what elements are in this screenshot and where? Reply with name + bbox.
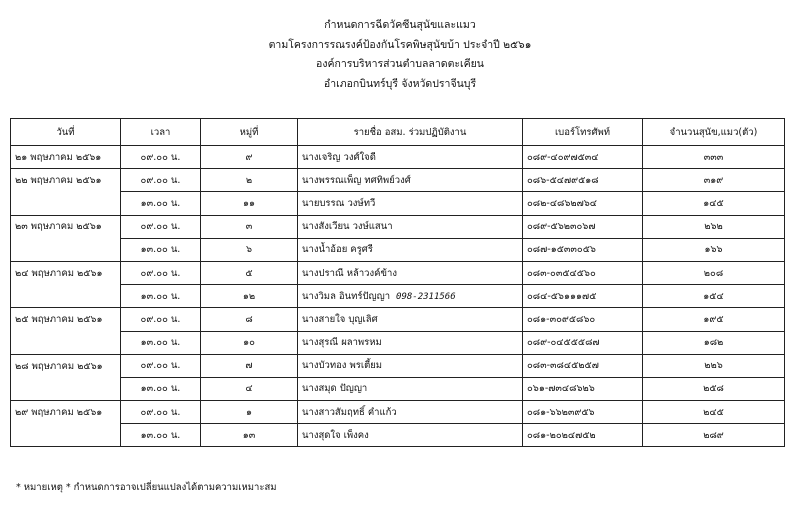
phone-cell (523, 401, 643, 424)
date-cell-text: ๒๔ พฤษภาคม ๒๕๖๑ (15, 267, 103, 279)
volunteer-name-cell (298, 146, 523, 169)
animal-count-cell (643, 169, 785, 192)
date-cell-text: ๒๕ พฤษภาคม ๒๕๖๑ (15, 314, 103, 326)
time-cell-text: ๑๓.๐๐ น. (140, 244, 181, 256)
table-row (11, 424, 785, 447)
village-cell-text: ๙ (245, 151, 253, 163)
volunteer-name-cell (298, 377, 523, 400)
date-cell (11, 354, 121, 377)
animal-count-cell (643, 377, 785, 400)
time-cell (121, 146, 201, 169)
phone-cell-text: ๐๘๑-๓๐๙๕๘๖๐ (527, 313, 596, 325)
animal-count-cell-text: ๑๔๕ (703, 197, 724, 209)
date-cell (11, 192, 121, 215)
animal-count-cell (643, 215, 785, 238)
animal-count-cell-text: ๓๑๙ (703, 174, 724, 186)
village-cell-text: ๘ (245, 313, 253, 325)
animal-count-cell (643, 261, 785, 284)
volunteer-name-cell-text: นางวิมล อินทร์ปัญญา (302, 290, 391, 302)
table-body (11, 146, 785, 447)
animal-count-cell-text: ๒๘๙ (703, 429, 724, 441)
animal-count-cell-text: ๑๕๔ (703, 290, 724, 302)
time-cell-text: ๐๙.๐๐ น. (140, 313, 181, 325)
animal-count-cell-text: ๒๖๒ (704, 221, 723, 233)
time-cell-text: ๐๙.๐๐ น. (140, 406, 181, 418)
column-header-phone: เบอร์โทรศัพท์ (523, 119, 643, 146)
time-cell (121, 377, 201, 400)
animal-count-cell (643, 424, 785, 447)
volunteer-name-cell (298, 261, 523, 284)
column-header-village: หมู่ที่ (201, 119, 298, 146)
volunteer-name-cell-text: นางบัวทอง พรเตี้ยม (302, 360, 383, 372)
date-cell-text: ๒๘ พฤษภาคม ๒๕๖๑ (15, 360, 103, 372)
date-cell-text: ๒๑ พฤษภาคม ๒๕๖๑ (15, 151, 102, 163)
animal-count-cell-text: ๓๓๓ (703, 151, 724, 163)
handwritten-phone-note: 098-2311566 (396, 291, 456, 302)
time-cell-text: ๑๓.๐๐ น. (140, 383, 181, 395)
village-cell (201, 192, 298, 215)
village-cell-text: ๑๐ (243, 337, 255, 349)
village-cell-text: ๑๓ (242, 429, 256, 441)
location-line: อำเภอกบินทร์บุรี จังหวัดปราจีนบุรี (323, 78, 477, 90)
table-row (11, 192, 785, 215)
time-cell-text: ๑๓.๐๐ น. (140, 197, 181, 209)
animal-count-cell (643, 238, 785, 261)
animal-count-cell-text: ๒๐๘ (703, 267, 724, 279)
volunteer-name-cell-text: นายบรรณ วงษ์ทวี (302, 197, 376, 209)
phone-cell (523, 192, 643, 215)
phone-cell-text: ๐๘๖-๕๔๗๙๕๑๘ (527, 174, 599, 186)
volunteer-name-cell (298, 354, 523, 377)
village-cell-text: ๓ (245, 221, 253, 233)
phone-cell-text: ๐๘๑-๒๐๒๔๗๕๒ (527, 429, 596, 441)
phone-cell-text: ๐๘๗-๑๕๓๓๐๕๖ (527, 244, 596, 256)
volunteer-name-cell (298, 424, 523, 447)
table-row (11, 169, 785, 192)
time-cell (121, 308, 201, 331)
animal-count-cell (643, 285, 785, 308)
date-cell-text: ๒๓ พฤษภาคม ๒๕๖๑ (15, 221, 102, 233)
column-header-time: เวลา (121, 119, 201, 146)
volunteer-name-cell (298, 192, 523, 215)
date-cell (11, 377, 121, 400)
phone-cell (523, 331, 643, 354)
column-header-volunteer: รายชื่อ อสม. ร่วมปฏิบัติงาน (298, 119, 523, 146)
table-row (11, 354, 785, 377)
time-cell-text: ๐๙.๐๐ น. (140, 174, 181, 186)
time-cell (121, 261, 201, 284)
phone-cell (523, 215, 643, 238)
date-cell (11, 238, 121, 261)
volunteer-name-cell (298, 215, 523, 238)
time-cell (121, 401, 201, 424)
village-cell (201, 261, 298, 284)
column-header-animal-count: จำนวนสุนัข,แมว(ตัว) (643, 119, 785, 146)
date-cell-text: ๒๙ พฤษภาคม ๒๕๖๑ (15, 406, 103, 418)
volunteer-name-cell-text: นางสุดใจ เพ็งคง (302, 429, 369, 441)
volunteer-name-cell-text: นางสายใจ บุญเลิศ (302, 313, 378, 325)
time-cell (121, 331, 201, 354)
date-cell (11, 169, 121, 192)
village-cell-text: ๑๑ (242, 197, 256, 209)
time-cell-text: ๑๓.๐๐ น. (140, 429, 181, 441)
table-row (11, 331, 785, 354)
village-cell (201, 331, 298, 354)
animal-count-cell-text: ๑๙๕ (703, 313, 724, 325)
time-cell-text: ๐๙.๐๐ น. (140, 221, 181, 233)
date-cell (11, 308, 121, 331)
volunteer-name-cell-text: นางสังเวียน วงษ์แสนา (302, 221, 393, 233)
village-cell-text: ๒ (245, 174, 253, 186)
village-cell-text: ๖ (245, 244, 253, 256)
animal-count-cell-text: ๑๘๒ (703, 337, 724, 349)
phone-cell (523, 424, 643, 447)
date-cell-text: ๒๒ พฤษภาคม ๒๕๖๑ (15, 175, 102, 187)
phone-cell-text: ๐๘๓-๐๓๕๔๕๖๐ (527, 267, 596, 279)
animal-count-cell-text: ๒๔๕ (703, 406, 724, 418)
table-row (11, 215, 785, 238)
volunteer-name-cell-text: นางสมุด ปัญญา (302, 383, 368, 395)
document-title: กำหนดการฉีดวัคซีนสุนัขและแมว (324, 19, 476, 31)
phone-cell (523, 354, 643, 377)
phone-cell-text: ๐๘๓-๓๘๔๕๒๕๗ (527, 360, 599, 372)
volunteer-name-cell (298, 331, 523, 354)
village-cell (201, 308, 298, 331)
volunteer-name-cell (298, 169, 523, 192)
time-cell (121, 285, 201, 308)
table-row (11, 401, 785, 424)
village-cell-text: ๑๒ (242, 290, 256, 302)
phone-cell (523, 238, 643, 261)
village-cell (201, 285, 298, 308)
date-cell (11, 285, 121, 308)
volunteer-name-cell (298, 308, 523, 331)
animal-count-cell (643, 146, 785, 169)
table-row (11, 308, 785, 331)
village-cell (201, 377, 298, 400)
time-cell-text: ๐๙.๐๐ น. (140, 360, 181, 372)
volunteer-name-cell-text: นางปราณี หล้าวงค์ข้าง (302, 267, 397, 279)
time-cell-text: ๑๓.๐๐ น. (140, 290, 181, 302)
phone-cell-text: ๐๘๙-๔๐๙๗๕๓๔ (527, 151, 599, 163)
time-cell-text: ๑๓.๐๐ น. (140, 337, 181, 349)
phone-cell-text: ๐๘๔-๕๖๑๑๑๗๕ (527, 290, 597, 302)
phone-cell-text: ๐๘๒-๔๘๖๒๗๖๔ (527, 197, 597, 209)
schedule-table (10, 118, 785, 447)
animal-count-cell-text: ๑๖๖ (704, 244, 723, 256)
phone-cell (523, 377, 643, 400)
volunteer-name-cell (298, 238, 523, 261)
date-cell (11, 261, 121, 284)
table-row (11, 238, 785, 261)
animal-count-cell (643, 354, 785, 377)
village-cell (201, 238, 298, 261)
phone-cell (523, 285, 643, 308)
date-cell (11, 401, 121, 424)
village-cell-text: ๕ (245, 267, 253, 279)
volunteer-name-cell-text: นางพรรณเพ็ญ ทศทิพย์วงศ์ (302, 174, 411, 186)
animal-count-cell-text: ๒๒๖ (704, 360, 723, 372)
phone-cell-text: ๐๘๑-๖๖๒๓๙๕๖ (527, 406, 595, 418)
volunteer-name-cell-text: นางสุรณี ผลาพรหม (302, 337, 382, 349)
table-row (11, 377, 785, 400)
village-cell (201, 169, 298, 192)
time-cell-text: ๐๙.๐๐ น. (140, 151, 181, 163)
animal-count-cell (643, 401, 785, 424)
table-row (11, 285, 785, 308)
table-header-row (11, 119, 785, 146)
phone-cell-text: ๐๘๙-๕๖๒๓๐๖๗ (527, 221, 596, 233)
table-row (11, 146, 785, 169)
village-cell-text: ๗ (245, 360, 253, 372)
animal-count-cell (643, 331, 785, 354)
village-cell-text: ๑ (245, 406, 253, 418)
animal-count-cell-text: ๒๕๘ (703, 383, 724, 395)
phone-cell (523, 261, 643, 284)
phone-cell (523, 308, 643, 331)
volunteer-name-cell (298, 401, 523, 424)
time-cell (121, 424, 201, 447)
volunteer-name-cell-text: นางสาวสัมฤทธิ์ คำแก้ว (302, 406, 397, 418)
village-cell (201, 424, 298, 447)
volunteer-name-cell-text: นางเจริญ วงศ์ใจดี (302, 151, 376, 163)
phone-cell-text: ๐๖๑-๗๓๔๘๖๒๖ (527, 383, 595, 395)
animal-count-cell (643, 308, 785, 331)
volunteer-name-cell (298, 285, 523, 308)
time-cell (121, 238, 201, 261)
phone-cell (523, 169, 643, 192)
date-cell (11, 215, 121, 238)
date-cell (11, 331, 121, 354)
time-cell (121, 354, 201, 377)
date-cell (11, 424, 121, 447)
time-cell (121, 215, 201, 238)
phone-cell (523, 146, 643, 169)
project-subtitle: ตามโครงการรณรงค์ป้องกันโรคพิษสุนัขบ้า ประจำปี ๒๕๖๑ (268, 39, 532, 51)
village-cell (201, 146, 298, 169)
time-cell (121, 192, 201, 215)
organization-name: องค์การบริหารส่วนตำบลลาดตะเคียน (316, 58, 484, 70)
footnote: * หมายเหตุ * กำหนดการอาจเปลี่ยนแปลงได้ตามความเหมาะสม (16, 482, 277, 493)
column-header-date: วันที่ (11, 119, 121, 146)
animal-count-cell (643, 192, 785, 215)
village-cell (201, 354, 298, 377)
time-cell-text: ๐๙.๐๐ น. (140, 267, 181, 279)
date-cell (11, 146, 121, 169)
time-cell (121, 169, 201, 192)
village-cell (201, 401, 298, 424)
village-cell (201, 215, 298, 238)
table-row (11, 261, 785, 284)
volunteer-name-cell-text: นางน้ำอ้อย ครูศรี (302, 244, 373, 256)
village-cell-text: ๔ (245, 383, 253, 395)
phone-cell-text: ๐๘๙-๐๔๕๕๕๘๗ (527, 337, 600, 349)
